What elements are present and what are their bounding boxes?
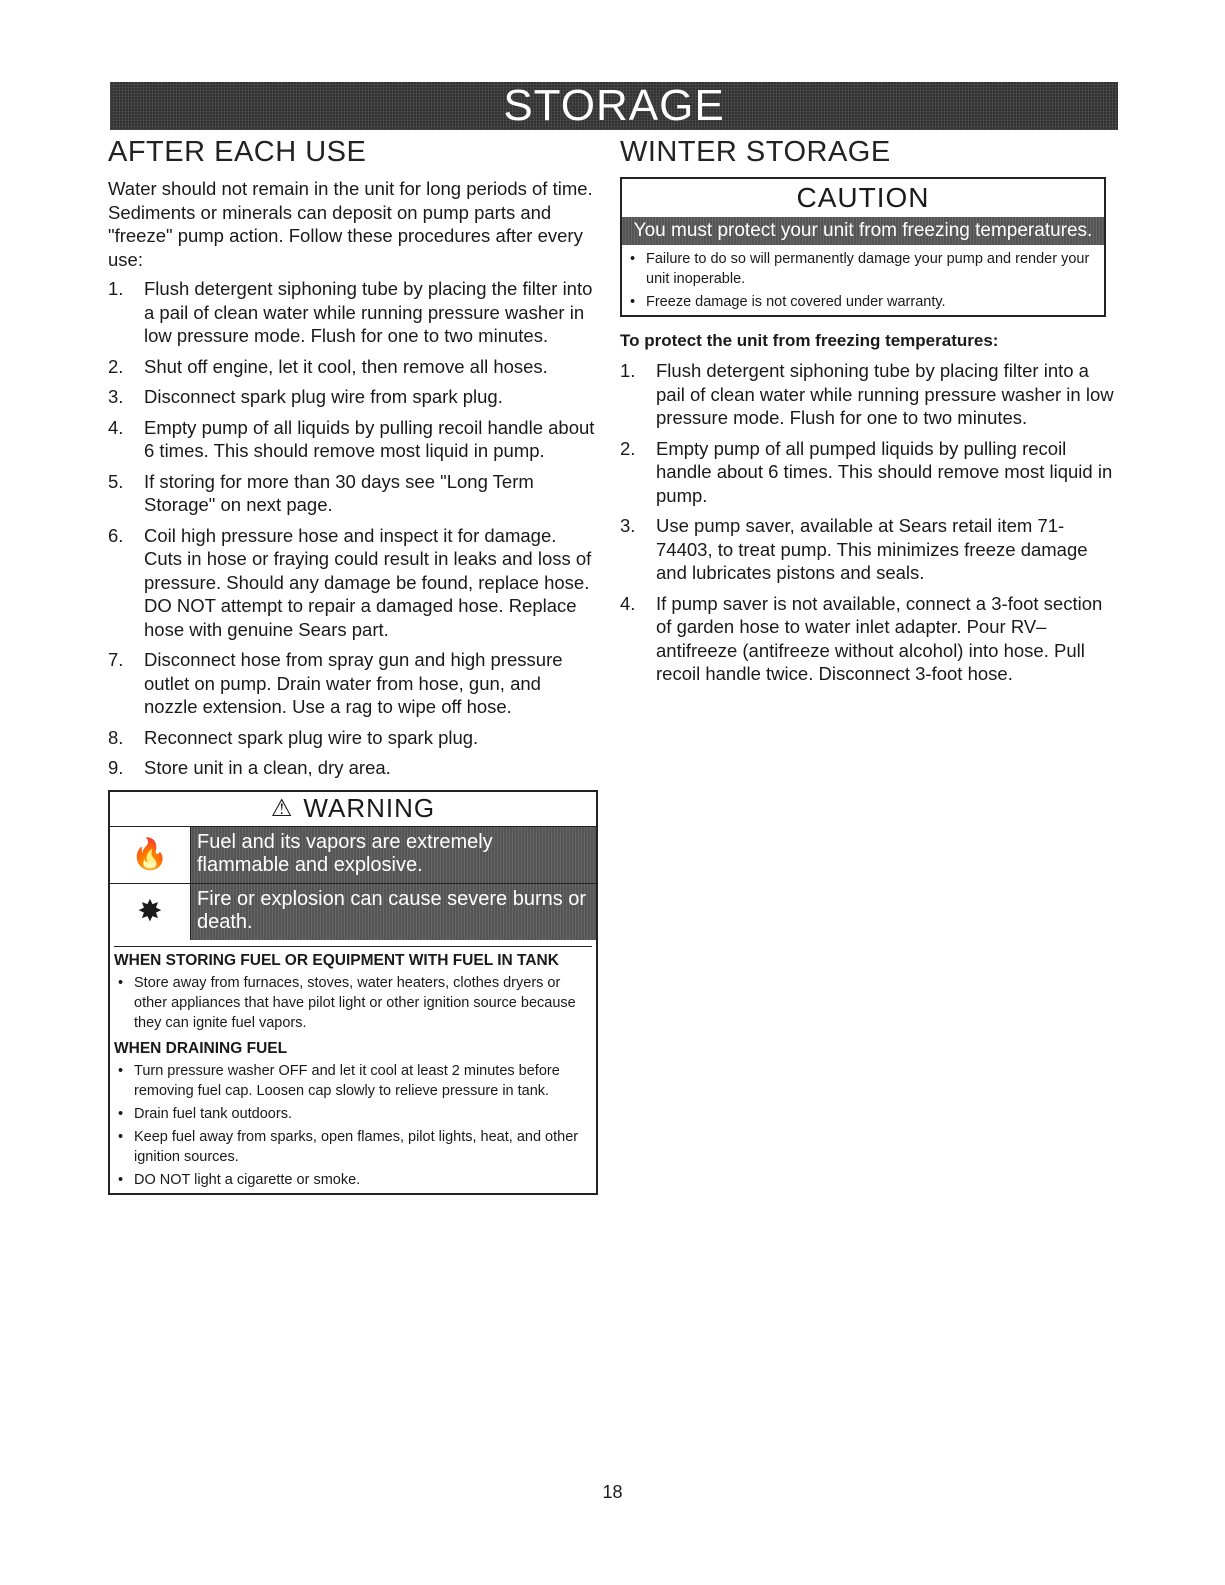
hazard-row-flammable xyxy=(110,826,596,883)
list-item xyxy=(108,470,598,517)
caution-title: CAUTION xyxy=(796,182,930,213)
step-number: 5. xyxy=(108,470,124,492)
list-item: • Failure to do so will permanently damage your pump and render your unit inoperable. xyxy=(626,249,1098,289)
fire-hazard-icon: 🔥 xyxy=(110,827,191,883)
list-item xyxy=(108,385,598,409)
list-item xyxy=(108,416,598,463)
list-item xyxy=(108,648,598,719)
caution-box xyxy=(620,177,1106,317)
hazard-text-flammable: Fuel and its vapors are extremely flammable and explosive. xyxy=(191,827,596,883)
step-number: 8. xyxy=(108,726,124,748)
step-text: Disconnect hose from spray gun and high pressure outlet on pump. Drain water from hose, gun, and nozzle extension. Use a rag to wipe off hose. xyxy=(144,649,563,717)
hazard-text-explosion: Fire or explosion can cause severe burns or death. xyxy=(191,884,596,940)
list-item: • Freeze damage is not covered under warranty. xyxy=(626,292,1098,312)
step-text: Flush detergent siphoning tube by placing the filter into a pail of clean water while running pressure washer in low pressure mode. Flush for one to two minutes. xyxy=(144,278,593,346)
step-text: Empty pump of all liquids by pulling recoil handle about 6 times. This should remove most liquid in pump. xyxy=(144,416,595,461)
caution-bar: You must protect your unit from freezing temperatures. xyxy=(622,217,1104,245)
explosion-icon: ✸ xyxy=(110,884,191,940)
step-text: Shut off engine, let it cool, then remove all hoses. xyxy=(144,355,548,377)
step-number: 1. xyxy=(620,360,636,381)
storing-fuel-list xyxy=(110,973,596,1033)
step-number: 2. xyxy=(108,355,124,377)
list-item xyxy=(620,514,1120,585)
step-number: 2. xyxy=(620,437,636,459)
step-number: 9. xyxy=(108,757,124,778)
list-item xyxy=(108,355,598,379)
step-text: Flush detergent siphoning tube by placing filter into a pail of clean water while running pressure washer in low pressure mode. Flush for one to two minutes. xyxy=(656,360,1114,428)
list-item: • Store away from furnaces, stoves, water heaters, clothes dryers or other appliances that have pilot light or other ignition source because they can ignite fuel vapors. xyxy=(114,973,590,1033)
draining-fuel-subheading: WHEN DRAINING FUEL xyxy=(114,1039,288,1057)
step-text: Store unit in a clean, dry area. xyxy=(144,757,391,778)
list-item: • DO NOT light a cigarette or smoke. xyxy=(114,1170,590,1190)
step-text: If storing for more than 30 days see "Long Term Storage" on next page. xyxy=(144,470,534,515)
warning-triangle-icon: ⚠ xyxy=(270,795,294,822)
step-number: 4. xyxy=(620,592,636,614)
caution-list xyxy=(622,249,1104,312)
list-item: • Keep fuel away from sparks, open flames, pilot lights, heat, and other ignition sources. xyxy=(114,1127,590,1167)
after-each-use-intro: Water should not remain in the unit for long periods of time. Sediments or minerals can deposit on pump parts and "freeze" pump action. Follow these procedures after every use: xyxy=(108,178,593,270)
step-text: Use pump saver, available at Sears retail item 71-74403, to treat pump. This minimizes freeze damage and lubricates pistons and seals. xyxy=(656,515,1088,583)
warning-header xyxy=(110,792,596,826)
warning-box xyxy=(108,790,598,1195)
step-number: 3. xyxy=(108,386,124,407)
list-item: • Turn pressure washer OFF and let it cool at least 2 minutes before removing fuel cap. Loosen cap slowly to relieve pressure in tank. xyxy=(114,1061,590,1101)
page-number: 18 xyxy=(602,1482,623,1502)
list-item xyxy=(620,592,1120,686)
step-number: 7. xyxy=(108,649,124,670)
protect-heading: To protect the unit from freezing temperatures: xyxy=(620,331,999,350)
step-text: Empty pump of all pumped liquids by pulling recoil handle about 6 times. This should remove most liquid in pump. xyxy=(656,437,1113,506)
winter-storage-section xyxy=(620,136,1120,693)
storing-fuel-subheading: WHEN STORING FUEL OR EQUIPMENT WITH FUEL IN TANK xyxy=(114,946,592,971)
list-item xyxy=(108,756,598,780)
banner-title: STORAGE xyxy=(503,81,725,130)
after-each-use-steps xyxy=(108,277,598,780)
storage-banner xyxy=(110,82,1118,130)
step-text: Reconnect spark plug wire to spark plug. xyxy=(144,726,479,748)
step-text: Disconnect spark plug wire from spark plug. xyxy=(144,386,503,407)
list-item xyxy=(620,437,1120,508)
list-item: • Drain fuel tank outdoors. xyxy=(114,1104,590,1124)
step-number: 6. xyxy=(108,524,124,546)
warning-title: WARNING xyxy=(303,793,436,823)
step-number: 4. xyxy=(108,416,124,438)
after-each-use-heading: AFTER EACH USE xyxy=(108,136,367,168)
winter-storage-steps xyxy=(620,359,1120,686)
list-item xyxy=(108,277,598,348)
after-each-use-section xyxy=(108,136,598,1195)
step-number: 1. xyxy=(108,278,124,299)
hazard-row-explosion xyxy=(110,883,596,940)
list-item xyxy=(108,524,598,642)
draining-fuel-list xyxy=(110,1061,596,1190)
step-text: If pump saver is not available, connect a 3-foot section of garden hose to water inlet adapter. Pour RV–antifreeze (antifreeze without alcohol) into hose. Pull recoil handle twice. Disconnect 3-foot hose. xyxy=(656,592,1103,684)
step-number: 3. xyxy=(620,515,636,536)
winter-storage-heading: WINTER STORAGE xyxy=(620,136,891,168)
step-text: Coil high pressure hose and inspect it for damage. Cuts in hose or fraying could result in leaks and loss of pressure. Should any damage be found, replace hose. DO NOT attempt to repair a damaged hose. Replace hose with genuine Sears part. xyxy=(144,524,592,640)
list-item xyxy=(620,359,1120,430)
list-item xyxy=(108,726,598,750)
